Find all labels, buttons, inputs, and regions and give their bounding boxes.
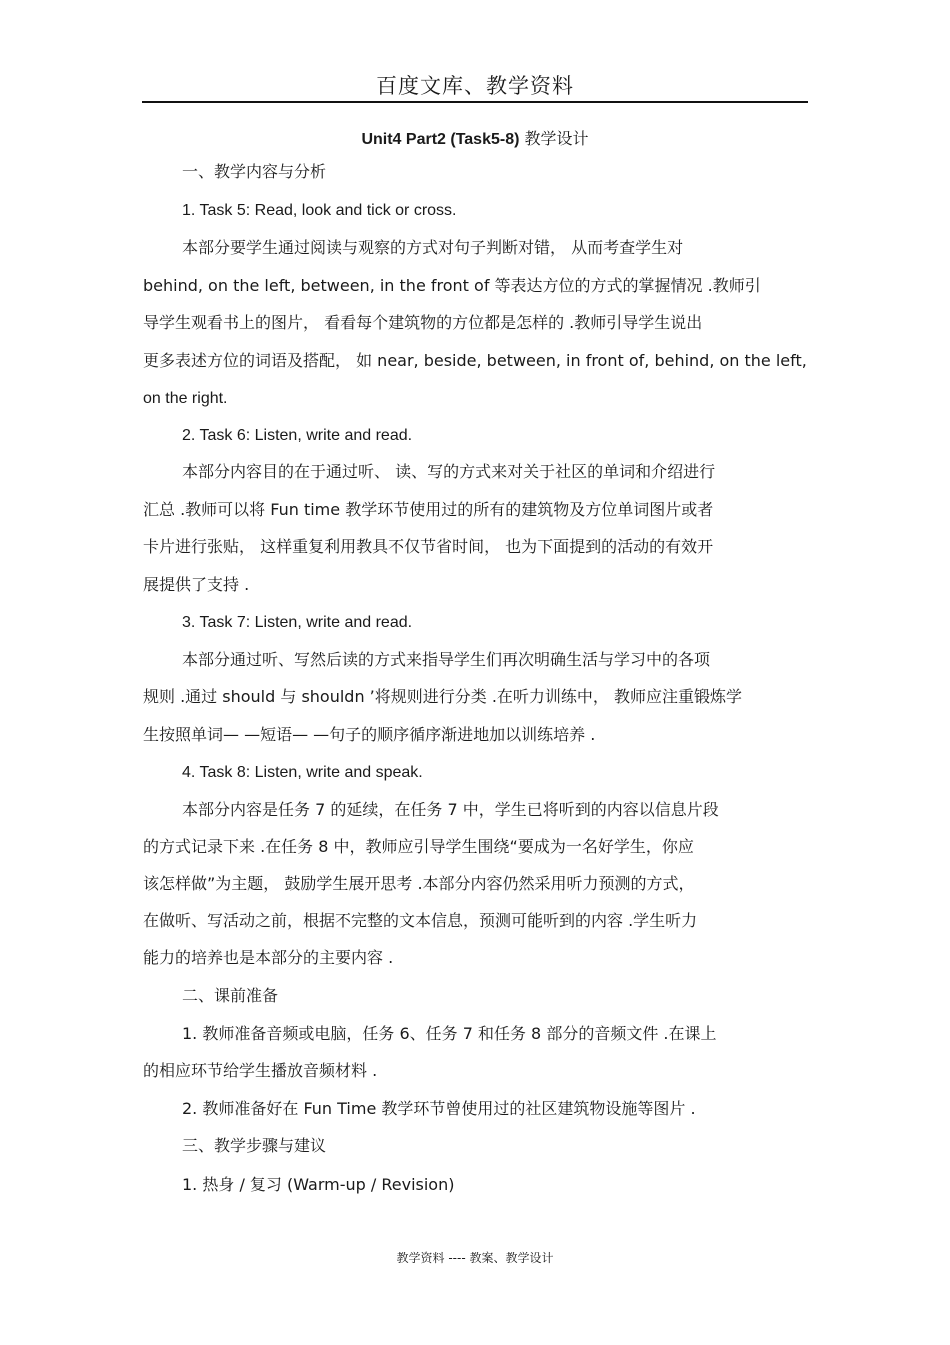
paragraph-line: 本部分通过听、写然后读的方式来指导学生们再次明确生活与学习中的各项 bbox=[182, 650, 711, 669]
paragraph-line: 展提供了支持 . bbox=[143, 575, 250, 594]
section-heading-content-analysis: 一、教学内容与分析 bbox=[182, 162, 327, 181]
paragraph-line: 导学生观看书上的图片， 看看每个建筑物的方位都是怎样的 .教师引导学生说出 bbox=[143, 313, 703, 332]
paragraph-line: 的方式记录下来 .在任务 8 中，教师应引导学生围绕“要成为一名好学生，你应 bbox=[143, 837, 694, 856]
paragraph-line: 卡片进行张贴， 这样重复利用教具不仅节省时间， 也为下面提到的活动的有效开 bbox=[143, 537, 714, 556]
paragraph-line: on the right. bbox=[143, 390, 228, 407]
section-heading-preparation: 二、课前准备 bbox=[182, 986, 279, 1005]
paragraph-line: 在做听、写活动之前，根据不完整的文本信息，预测可能听到的内容 .学生听力 bbox=[143, 911, 698, 930]
paragraph-line: behind, on the left, between, in the front of 等表达方位的方式的掌握情况 .教师引 bbox=[143, 276, 761, 295]
paragraph-line: 的相应环节给学生播放音频材料 . bbox=[143, 1061, 378, 1080]
section-heading-teaching-steps: 三、教学步骤与建议 bbox=[182, 1136, 327, 1155]
page-footer: 教学资料 ---- 教案、教学设计 bbox=[396, 1251, 554, 1265]
document-title-cn: 教学设计 bbox=[524, 129, 589, 148]
paragraph-line: 生按照单词— —短语— —句子的顺序循序渐进地加以训练培养 . bbox=[143, 725, 596, 744]
paragraph-line: 规则 .通过 should 与 shouldn ’将规则进行分类 .在听力训练中， 教师应注重锻炼学 bbox=[143, 687, 743, 706]
task6-heading: 2. Task 6: Listen, write and read. bbox=[182, 427, 413, 444]
paragraph-line: 该怎样做”为主题， 鼓励学生展开思考 .本部分内容仍然采用听力预测的方式， bbox=[143, 874, 695, 893]
paragraph-line: 更多表述方位的词语及搭配， 如 near, beside, between, in front of, behind, on the left, bbox=[143, 351, 807, 370]
paragraph-line: 本部分要学生通过阅读与观察的方式对句子判断对错， 从而考查学生对 bbox=[182, 238, 684, 257]
paragraph-line: 1. 热身 / 复习 (Warm-up / Revision) bbox=[182, 1175, 455, 1194]
task7-heading: 3. Task 7: Listen, write and read. bbox=[182, 614, 413, 631]
paragraph-line: 2. 教师准备好在 Fun Time 教学环节曾使用过的社区建筑物设施等图片 . bbox=[182, 1099, 696, 1118]
task5-heading: 1. Task 5: Read, look and tick or cross. bbox=[182, 202, 457, 219]
header-divider bbox=[142, 101, 808, 103]
document-title bbox=[0, 126, 950, 149]
paragraph-line: 本部分内容目的在于通过听、 读、写的方式来对关于社区的单词和介绍进行 bbox=[182, 462, 716, 481]
header-title: 百度文库、教学资料 bbox=[376, 74, 574, 98]
document-title-en: Unit4 Part2 (Task5-8) bbox=[361, 131, 520, 148]
task8-heading: 4. Task 8: Listen, write and speak. bbox=[182, 764, 423, 781]
paragraph-line: 汇总 .教师可以将 Fun time 教学环节使用过的所有的建筑物及方位单词图片或者 bbox=[143, 500, 714, 519]
paragraph-line: 能力的培养也是本部分的主要内容 . bbox=[143, 948, 394, 967]
paragraph-line: 本部分内容是任务 7 的延续，在任务 7 中，学生已将听到的内容以信息片段 bbox=[182, 800, 719, 819]
paragraph-line: 1. 教师准备音频或电脑，任务 6、任务 7 和任务 8 部分的音频文件 .在课上 bbox=[182, 1024, 717, 1043]
